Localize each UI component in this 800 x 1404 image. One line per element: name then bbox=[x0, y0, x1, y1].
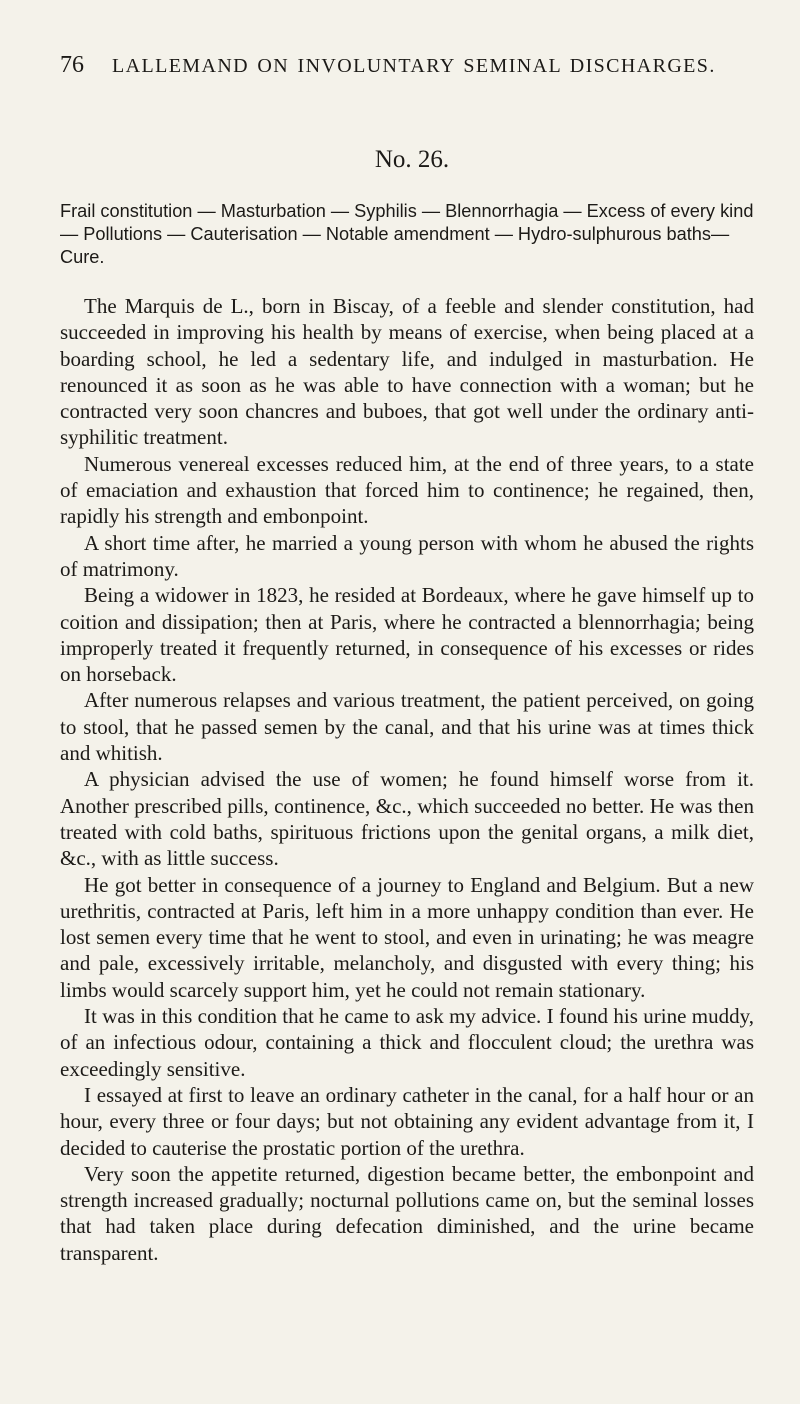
paragraph: Numerous venereal excesses reduced him, at the end of three years, to a state of emaciation and exhaustion that forced him to continence; he regained, then, rapidly his strength and embonpoint. bbox=[60, 451, 754, 529]
paragraph: After numerous relapses and various treatment, the patient perceived, on going to stool, that he passed semen by the canal, and that his urine was at times thick and whitish. bbox=[60, 688, 754, 766]
body-text bbox=[60, 293, 754, 1266]
running-header bbox=[60, 52, 754, 86]
running-title: LALLEMAND ON INVOLUNTARY SEMINAL DISCHARGES. bbox=[112, 55, 716, 77]
case-number: No. 26. bbox=[374, 146, 450, 173]
paragraph: The Marquis de L., born in Biscay, of a feeble and slender constitution, had succeeded in improving his health by means of exercise, when being placed at a boarding school, he led a sedentary life, and indulged in masturbation. He renounced it as soon as he was able to have connection with a woman; but he contracted very soon chancres and buboes, that got well under the ordinary anti-syphilitic treatment. bbox=[60, 294, 754, 450]
paragraph: Very soon the appetite returned, digestion became better, the embonpoint and strength increased gradually; nocturnal pollutions came on, but the seminal losses that had taken place during defecation diminished, and the urine became transparent. bbox=[60, 1161, 754, 1265]
paragraph: It was in this condition that he came to ask my advice. I found his urine muddy, of an infectious odour, containing a thick and flocculent cloud; the urethra was exceedingly sensitive. bbox=[60, 1004, 754, 1081]
paragraph: I essayed at first to leave an ordinary catheter in the canal, for a half hour or an hour, every three or four days; but not obtaining any evident advantage from it, I decided to cauterise the prostatic portion of the urethra. bbox=[60, 1082, 754, 1160]
case-synopsis: Frail constitution — Masturbation — Syphilis — Blennorrhagia — Excess of every kind — Pollutions — Cauterisation — Notable amendment — Hydro-sulphurous baths—Cure. bbox=[60, 201, 754, 267]
paragraph: A physician advised the use of women; he found himself worse from it. Another prescribed pills, continence, &c., which succeeded no better. He was then treated with cold baths, spirituous frictions upon the genital organs, a milk diet, &c., with as little success. bbox=[60, 767, 754, 871]
paragraph: Being a widower in 1823, he resided at Bordeaux, where he gave himself up to coition and dissipation; then at Paris, where he contracted a blennorrhagia; being improperly treated it frequently returned, in consequence of his excesses or rides on horseback. bbox=[60, 583, 754, 687]
paragraph: He got better in consequence of a journey to England and Belgium. But a new urethritis, contracted at Paris, left him in a more unhappy condition than ever. He lost semen every time that he went to stool, and even in urinating; he was meagre and pale, excessively irritable, melancholy, and disgusted with every thing; his limbs would scarcely support him, yet he could not remain stationary. bbox=[60, 872, 754, 1002]
paragraph: A short time after, he married a young person with whom he abused the rights of matrimony. bbox=[60, 530, 754, 581]
page-number: 76 bbox=[60, 52, 84, 78]
